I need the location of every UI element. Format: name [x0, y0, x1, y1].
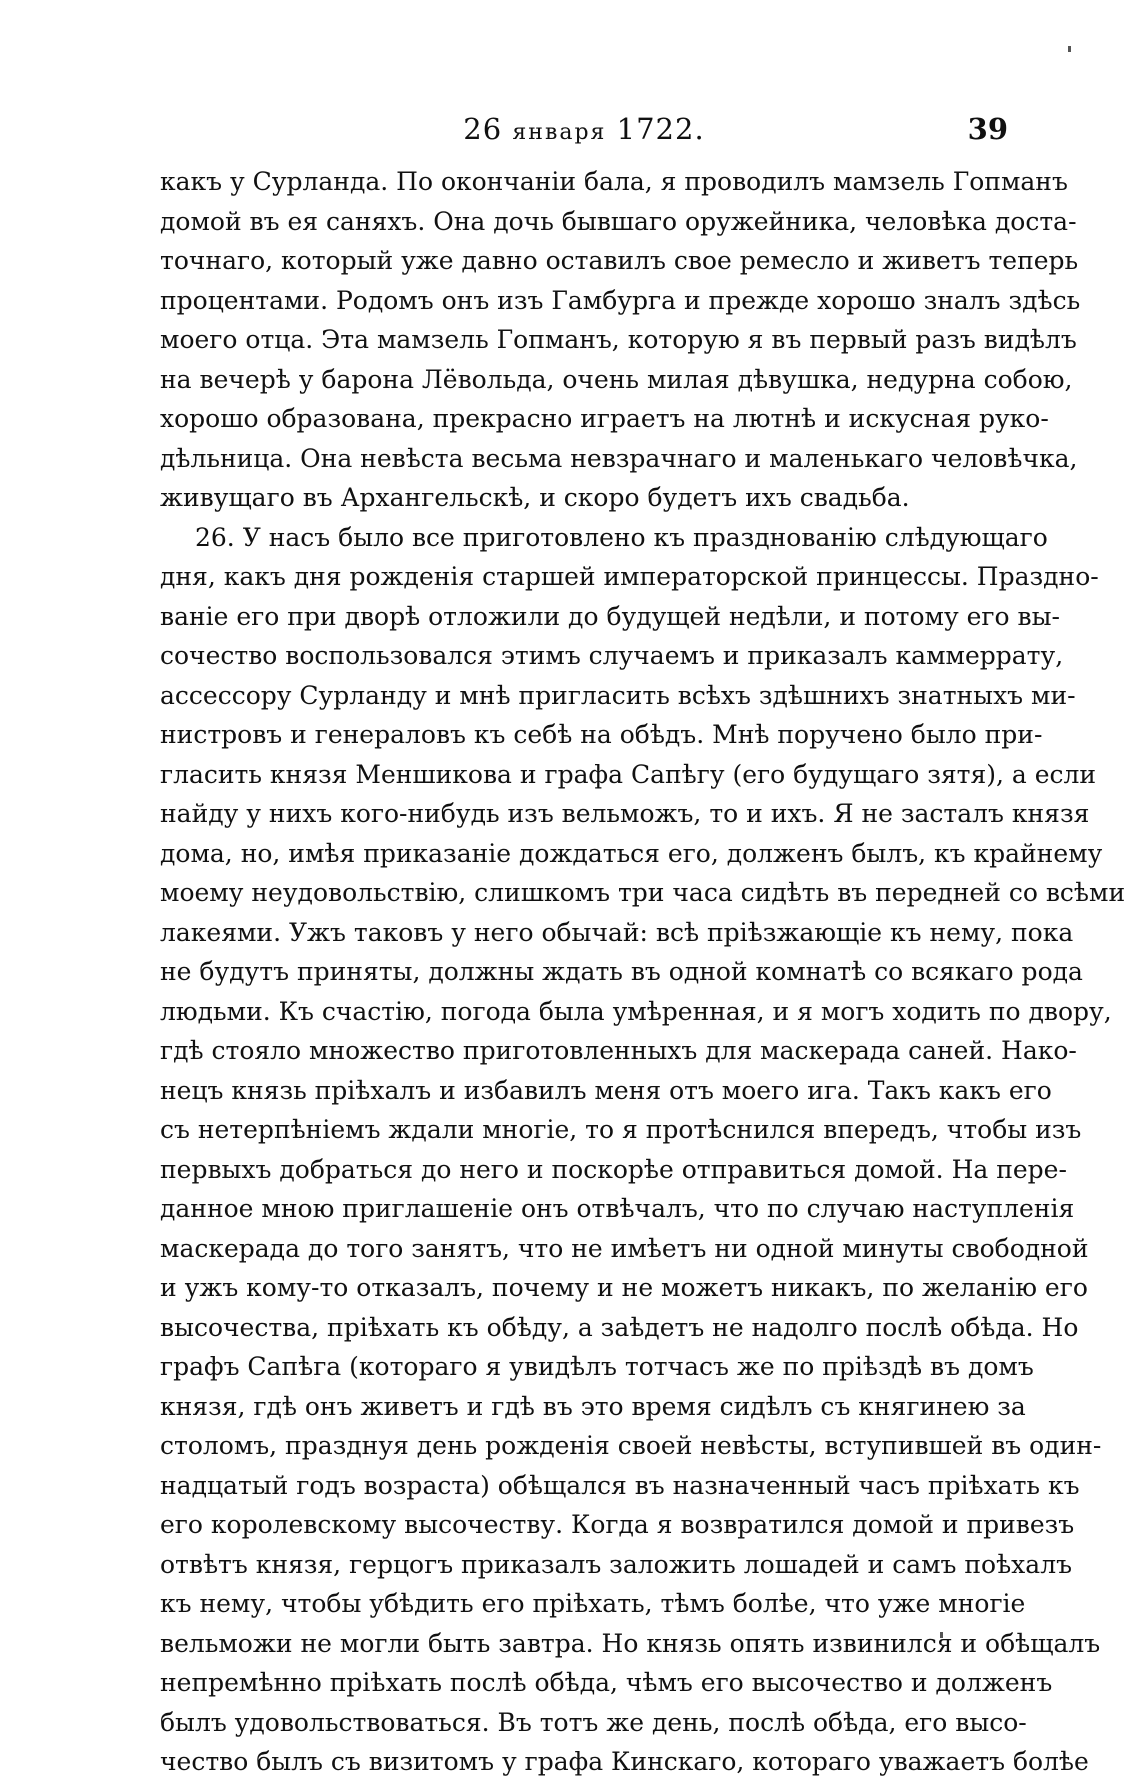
text-line: моему неудовольствію, слишкомъ три часа сидѣть въ передней со всѣми — [160, 878, 1126, 907]
text-line: отвѣтъ князя, герцогъ приказалъ заложить лошадей и самъ поѣхалъ — [160, 1549, 1072, 1579]
text-line: съ нетерпѣніемъ ждали многіе, то я протѣснился впередъ, чтобы изъ — [160, 1115, 1082, 1144]
text-line: нецъ князь пріѣхалъ и избавилъ меня отъ моего ига. Такъ какъ его — [160, 1075, 1052, 1105]
text-line: ваніе его при дворѣ отложили до будущей недѣли, и потому его вы- — [160, 601, 1060, 631]
text-line: дня, какъ дня рожденія старшей императорской принцессы. Праздно- — [160, 562, 1099, 591]
scan-speck — [1068, 46, 1071, 52]
text-line: 26. У насъ было все приготовлено къ празднованію слѣдующаго — [195, 522, 1048, 552]
paragraph-1 — [160, 162, 1081, 518]
text-line: чество былъ съ визитомъ у графа Кинскаго, котораго уважаетъ болѣе — [160, 1747, 1089, 1776]
text-line: графъ Сапѣга (котораго я увидѣлъ тотчасъ же по пріѣздѣ въ домъ — [160, 1352, 1034, 1381]
text-line: процентами. Родомъ онъ изъ Гамбурга и прежде хорошо зналъ здѣсь — [160, 285, 1081, 315]
text-line: столомъ, празднуя день рожденія своей невѣсты, вступившей въ один- — [160, 1431, 1102, 1460]
text-line: сочество воспользовался этимъ случаемъ и приказалъ каммеррату, — [160, 641, 1064, 670]
text-line: вельможи не могли быть завтра. Но князь опять извинился и обѣщалъ — [160, 1628, 1101, 1658]
text-line: моего отца. Эта мамзель Гопманъ, которую я въ первый разъ видѣлъ — [160, 325, 1077, 354]
text-line: лакеями. Ужъ таковъ у него обычай: всѣ пріѣзжающіе къ нему, пока — [160, 917, 1074, 947]
text-line: точнаго, который уже давно оставилъ свое ремесло и живетъ теперь — [160, 246, 1079, 275]
text-line: найду у нихъ кого-нибудь изъ вельможъ, то и ихъ. Я не засталъ князя — [160, 799, 1090, 828]
running-head-month: января — [512, 120, 607, 145]
page-header — [160, 112, 1008, 152]
text-line: нистровъ и генераловъ къ себѣ на обѣдъ. Мнѣ поручено было при- — [160, 720, 1043, 749]
text-line: живущаго въ Архангельскѣ, и скоро будетъ ихъ свадьба. — [160, 483, 910, 512]
page-number: 39 — [967, 112, 1008, 146]
running-head-year: 1722. — [616, 112, 705, 146]
paragraph-2 — [160, 518, 1126, 1782]
text-line: маскерада до того занятъ, что не имѣетъ ни одной минуты свободной — [160, 1233, 1089, 1263]
text-line: людьми. Къ счастію, погода была умѣренная, и я могъ ходить по двору, — [160, 996, 1112, 1026]
running-head-day: 26 — [463, 112, 503, 146]
text-line: гдѣ стояло множество приготовленныхъ для маскерада саней. Нако- — [160, 1036, 1077, 1065]
text-line: ассессору Сурланду и мнѣ пригласить всѣхъ здѣшнихъ знатныхъ ми- — [160, 680, 1076, 710]
text-line: дома, но, имѣя приказаніе дождаться его, долженъ былъ, къ крайнему — [160, 838, 1103, 868]
text-line: гласить князя Меншикова и графа Сапѣгу (его будущаго зятя), а если — [160, 759, 1097, 789]
text-line: надцатый годъ возраста) обѣщался въ назначенный часъ пріѣхать къ — [160, 1470, 1080, 1500]
text-line: его королевскому высочеству. Когда я возвратился домой и привезъ — [160, 1510, 1075, 1539]
text-line: дѣльница. Она невѣста весьма невзрачнаго и маленькаго человѣчка, — [160, 443, 1078, 473]
text-line: первыхъ добраться до него и поскорѣе отправиться домой. На пере- — [160, 1154, 1067, 1184]
text-line: князя, гдѣ онъ живетъ и гдѣ въ это время сидѣлъ съ княгинею за — [160, 1391, 1026, 1421]
body-text — [160, 162, 1126, 1782]
text-line: какъ у Сурланда. По окончаніи бала, я проводилъ мамзель Гопманъ — [160, 167, 1068, 196]
text-line: хорошо образована, прекрасно играетъ на лютнѣ и искусная руко- — [160, 404, 1049, 433]
text-line: на вечерѣ у барона Лёвольда, очень милая дѣвушка, недурна собою, — [160, 364, 1073, 394]
text-line: домой въ ея саняхъ. Она дочь бывшаго оружейника, человѣка доста- — [160, 206, 1077, 236]
running-head — [160, 112, 1008, 146]
text-line: и ужъ кому-то отказалъ, почему и не можетъ никакъ, по желанію его — [160, 1273, 1088, 1302]
text-line: былъ удовольствоваться. Въ тотъ же день, послѣ обѣда, его высо- — [160, 1707, 1027, 1737]
text-line: высочества, пріѣхать къ обѣду, а заѣдетъ не надолго послѣ обѣда. Но — [160, 1312, 1079, 1342]
text-line: не будутъ приняты, должны ждать въ одной комнатѣ со всякаго рода — [160, 957, 1083, 986]
text-line: непремѣнно пріѣхать послѣ обѣда, чѣмъ его высочество и долженъ — [160, 1668, 1053, 1697]
text-line: къ нему, чтобы убѣдить его пріѣхать, тѣмъ болѣе, что уже многіе — [160, 1589, 1026, 1618]
text-line: данное мною приглашеніе онъ отвѣчалъ, что по случаю наступленія — [160, 1194, 1075, 1223]
